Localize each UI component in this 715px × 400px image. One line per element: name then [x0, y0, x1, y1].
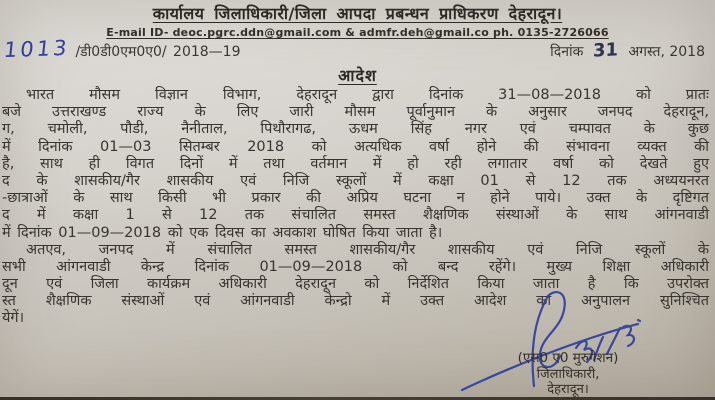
- handwritten-date-day: 31: [593, 39, 619, 62]
- date-label: दिनांक: [550, 44, 584, 60]
- handwritten-ref-number: 1013: [2, 35, 71, 63]
- order-line: -छात्राओं के साथ किसी भी प्रकार की अप्रिय घटना न होने पाये। उक्त के दृष्टिगत: [2, 190, 709, 207]
- order-line: दून एवं जिला कार्यक्रम अधिकारी देहरादून को निर्देशित किया जाता है कि उपरोक्त: [2, 276, 709, 293]
- order-line: बजे उत्तराखण्ड राज्य के लिए जारी मौसम पूर्वानुमान के अनुसार जनपद देहरादून,: [2, 104, 709, 121]
- reference-row: [4, 37, 705, 61]
- signatory-name: (एस0 ए0 मुरुगेशन): [517, 350, 619, 366]
- order-line: सभी आंगनवाडी केन्द्र दिनांक 01—09—2018 को बन्द रहेंगे। मुख्य शिक्षा अधिकारी: [2, 258, 709, 275]
- date-month-year: अगस्त, 2018: [628, 44, 705, 60]
- order-heading: [0, 64, 715, 86]
- signatory-block: [458, 350, 678, 397]
- order-line: स्त शैक्षणिक संस्थाओं एवं आंगनवाडी केन्द्रो में उक्त आदेश का अनुपालन सुनिश्चित: [2, 293, 709, 310]
- email-contact-line: E-mail ID- deoc.pgrc.ddn@gmail.com & admfr.deh@gmail.co ph. 0135-2726066: [106, 26, 609, 39]
- date-group: [550, 40, 705, 61]
- order-line: में दिनांक 01—09—2018 को एक दिवस का अवकाश घोषित किया जाता है।: [2, 224, 443, 241]
- order-heading-text: आदेश: [338, 66, 377, 85]
- order-line: अतएव, जनपद में संचालित समस्त शासकीय/गैर शासकीय एवं निजि स्कूलों के: [26, 241, 709, 258]
- reference-code: /डी0डी0एम0ए0/ 2018—19: [75, 44, 241, 60]
- order-line: में दिनांक 01—03 सितम्बर 2018 को अत्यधिक वर्षा होने की संभावना व्यक्त की: [2, 138, 709, 155]
- office-title: कार्यालय जिलाधिकारी/जिला आपदा प्रबन्धन प्राधिकरण देहरादून।: [152, 4, 563, 23]
- order-line: द के शासकीय/गैर शासकीय एवं निजि स्कूलों में कक्षा 01 से 12 तक अध्ययनरत: [2, 172, 709, 189]
- order-line: है, साथ ही विगत दिनों में तथा वर्तमान में हो रही लगातार वर्षा को देखते हुए: [2, 155, 709, 172]
- signatory-place: देहरादून।: [547, 382, 589, 397]
- reference-number-group: [4, 37, 241, 61]
- signatory-designation: जिलाधिकारी,: [536, 367, 600, 382]
- order-line: द में कक्षा 1 से 12 तक संचालित समस्त शैक्षणिक संस्थाओं के साथ आंगनवाडी: [2, 207, 709, 224]
- order-line: येगें।: [2, 310, 25, 327]
- order-line: भारत मौसम विज्ञान विभाग, देहरादून द्वारा दिनांक 31—08—2018 को प्रातः: [26, 87, 709, 103]
- letterhead: [0, 2, 715, 39]
- order-line: ग, चमोली, पौडी, नैनीताल, पिथौरागढ, ऊधम सिंह नगर एवं चम्पावत के कुछ: [2, 121, 709, 138]
